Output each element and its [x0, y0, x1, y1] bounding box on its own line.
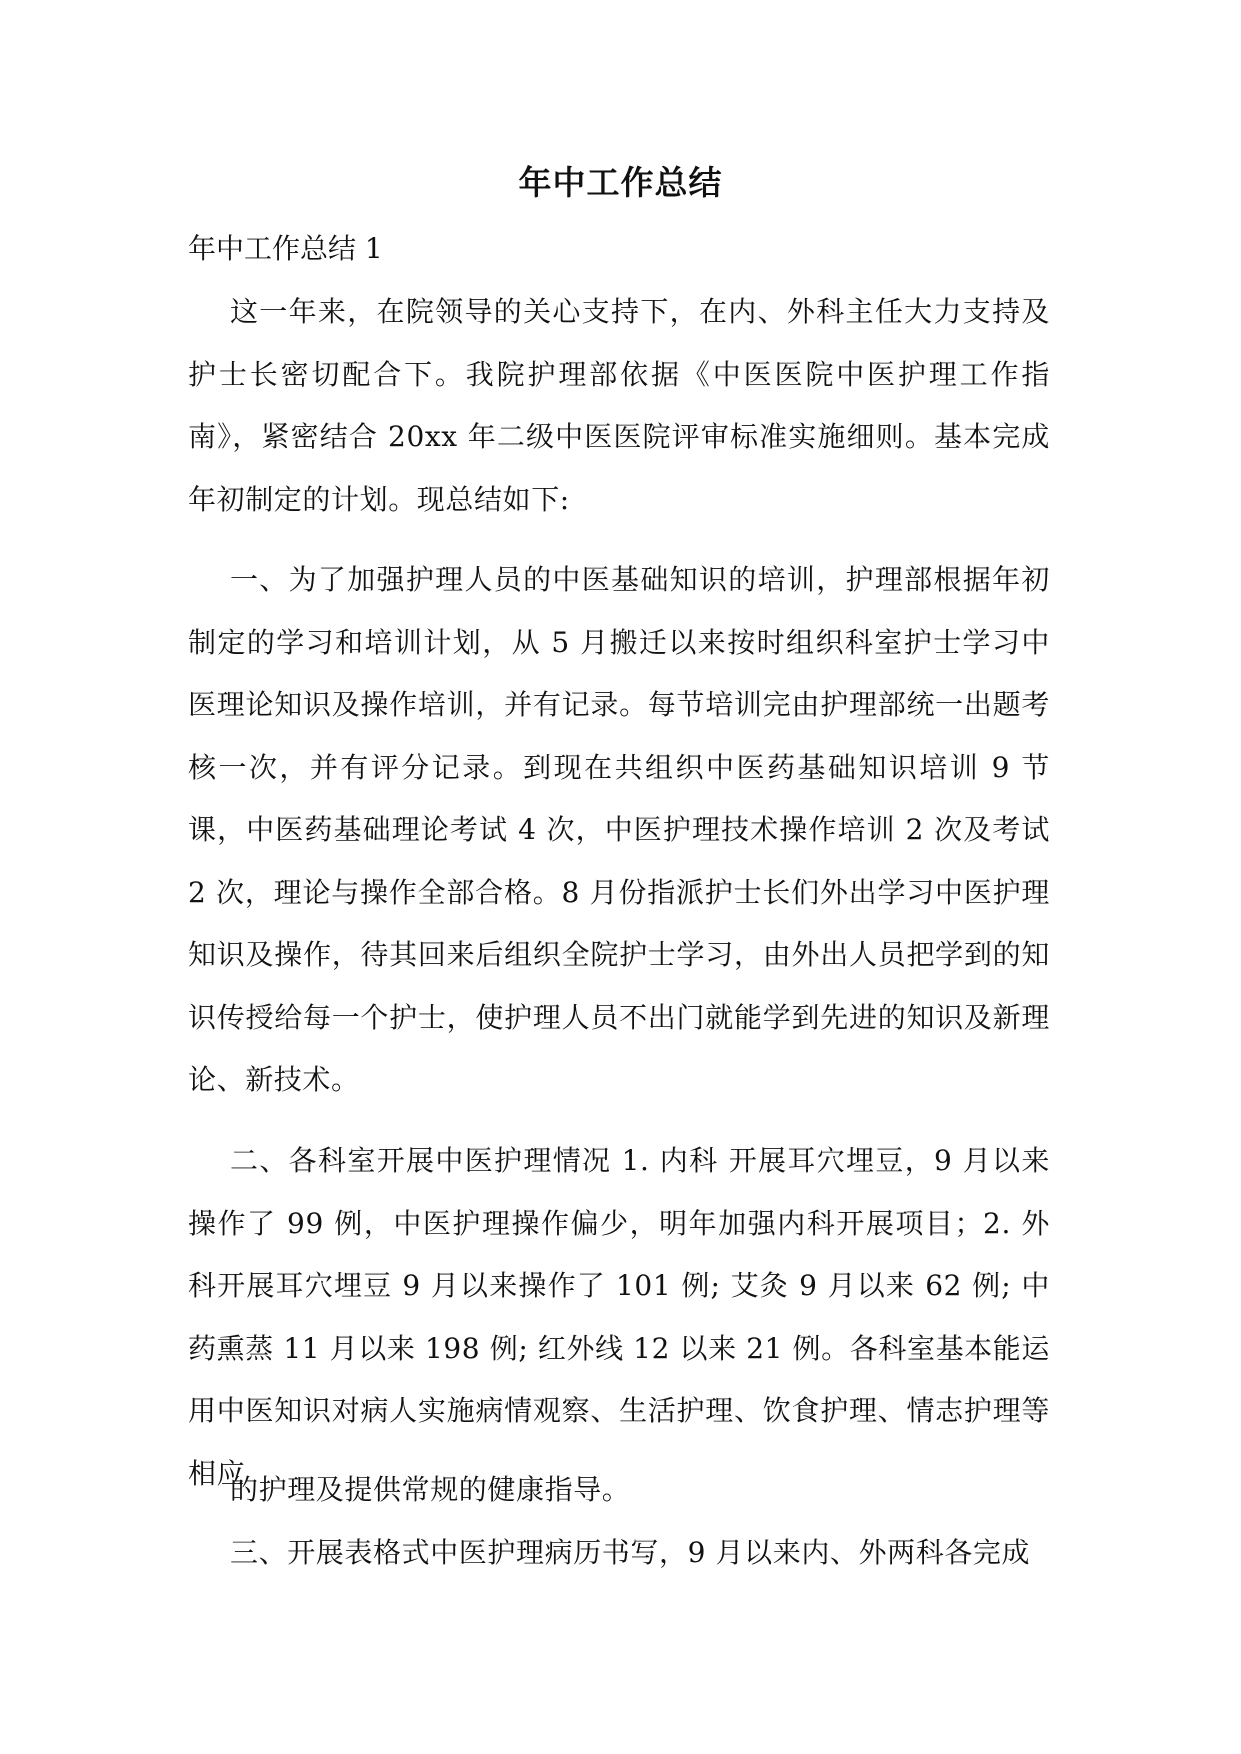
- paragraph-intro: 这一年来，在院领导的关心支持下，在内、外科主任大力支持及护士长密切配合下。我院护理部依据《中医医院中医护理工作指南》，紧密结合 20xx 年二级中医医院评审标准实施细则。基本完成年初制定的计划。现总结如下:: [188, 295, 1050, 516]
- paragraph-departments: 二、各科室开展中医护理情况 1. 内科 开展耳穴埋豆，9 月以来操作了 99 例，中医护理操作偏少，明年加强内科开展项目；2. 外科开展耳穴埋豆 9 月以来操作了 101 例; 艾灸 9 月以来 62 例; 中药熏蒸 11 月以来 198 例; 红外线 12 以来 21 例。各科室基本能运用中医知识对病人实施病情观察、生活护理、饮食护理、情志护理等相应: [188, 1144, 1050, 1490]
- paragraph-records: 三、开展表格式中医护理病历书写，9 月以来内、外两科各完成: [230, 1536, 1031, 1569]
- paragraph-departments-continued: 的护理及提供常规的健康指导。: [230, 1473, 631, 1506]
- document-title: 年中工作总结: [518, 163, 723, 202]
- section-heading: 年中工作总结 1: [188, 232, 383, 265]
- paragraph-training: 一、为了加强护理人员的中医基础知识的培训，护理部根据年初制定的学习和培训计划，从 5 月搬迁以来按时组织科室护士学习中医理论知识及操作培训，并有记录。每节培训完由护理部统一出题考核一次，并有评分记录。到现在共组织中医药基础知识培训 9 节课，中医药基础理论考试 4 次，中医护理技术操作培训 2 次及考试 2 次，理论与操作全部合格。8 月份指派护士长们外出学习中医护理知识及操作，待其回来后组织全院护士学习，由外出人员把学到的知识传授给每一个护士，使护理人员不出门就能学到先进的知识及新理论、新技术。: [188, 563, 1050, 1096]
